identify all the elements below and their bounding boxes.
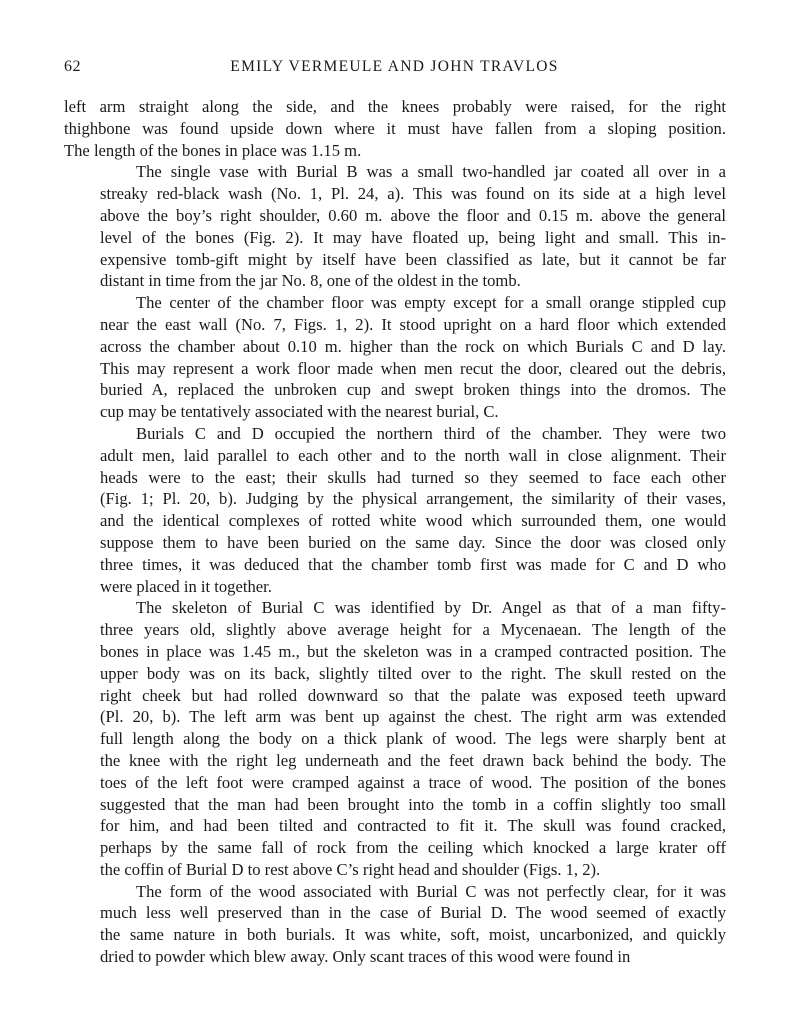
text-line: (Fig. 1; Pl. 20, b). Judging by the physical arrangement, the similarity of their vases, (100, 489, 726, 509)
paragraph (64, 423, 726, 597)
text-line: This may represent a work floor made when men recut the door, cleared out the debris, (100, 358, 726, 378)
text-line: dried to powder which blew away. Only scant traces of this wood were found in (100, 947, 631, 967)
paragraph (64, 881, 726, 968)
text-line: and the identical complexes of rotted white wood which surrounded them, one would (100, 511, 726, 531)
text-line: distant in time from the jar No. 8, one of the oldest in the tomb. (100, 271, 521, 291)
running-head: EMILY VERMEULE AND JOHN TRAVLOS (230, 58, 559, 75)
text-line: (Pl. 20, b). The left arm was bent up against the chest. The right arm was extended (100, 707, 726, 727)
text-line: three times, it was deduced that the chamber tomb first was made for C and D who (100, 554, 726, 574)
text-line: suppose them to have been buried on the same day. Since the door was closed only (100, 532, 726, 552)
text-line: The single vase with Burial B was a small two-handled jar coated all over in a (136, 162, 726, 182)
text-line: the coffin of Burial D to rest above C’s right head and shoulder (Figs. 1, 2). (100, 859, 601, 879)
paragraph (64, 96, 726, 161)
text-line: Burials C and D occupied the northern third of the chamber. They were two (136, 423, 726, 443)
text-line: thighbone was found upside down where it must have fallen from a sloping position. (64, 118, 726, 138)
text-line: bones in place was 1.45 m., but the skeleton was in a cramped contracted position. The (100, 641, 726, 661)
text-line: full length along the body on a thick plank of wood. The legs were sharply bent at (100, 729, 726, 749)
text-line: cup may be tentatively associated with the nearest burial, C. (100, 402, 499, 422)
text-line: across the chamber about 0.10 m. higher than the rock on which Burials C and D lay. (100, 336, 726, 356)
text-line: buried A, replaced the unbroken cup and swept broken things into the dromos. The (100, 380, 726, 400)
text-line: heads were to the east; their skulls had turned so they seemed to face each other (100, 467, 726, 487)
text-line: adult men, laid parallel to each other and to the north wall in close alignment. Their (100, 445, 726, 465)
text-line: the knee with the right leg underneath and the feet drawn back behind the body. The (100, 750, 726, 770)
paragraph (64, 292, 726, 423)
paragraph (64, 161, 726, 292)
text-line: above the boy’s right shoulder, 0.60 m. above the floor and 0.15 m. above the general (100, 205, 726, 225)
text-line: right cheek but had rolled downward so that the palate was exposed teeth upward (100, 685, 726, 705)
text-line: The form of the wood associated with Burial C was not perfectly clear, for it was (136, 881, 726, 901)
text-line: expensive tomb-gift might by itself have been classified as late, but it cannot be far (100, 249, 726, 269)
text-line: left arm straight along the side, and the knees probably were raised, for the right (64, 97, 726, 116)
text-line: toes of the left foot were cramped against a trace of wood. The position of the bones (100, 772, 726, 792)
page-number: 62 (64, 58, 81, 75)
text-line: suggested that the man had been brought into the tomb in a coffin slightly too small (100, 794, 726, 814)
text-line: The skeleton of Burial C was identified by Dr. Angel as that of a man fifty- (136, 598, 726, 618)
text-line: level of the bones (Fig. 2). It may have floated up, being light and small. This in- (100, 227, 726, 247)
text-line: for him, and had been tilted and contracted to fit it. The skull was found cracked, (100, 816, 726, 836)
text-line: the same nature in both burials. It was white, soft, moist, uncarbonized, and quickly (100, 925, 726, 945)
text-line: perhaps by the same fall of rock from the ceiling which knocked a large krater off (100, 838, 726, 858)
text-line: The center of the chamber floor was empty except for a small orange stippled cup (136, 293, 726, 313)
body-text (64, 96, 726, 968)
text-line: streaky red-black wash (No. 1, Pl. 24, a). This was found on its side at a high level (100, 184, 726, 204)
page-header (64, 58, 725, 82)
text-line: The length of the bones in place was 1.15 m. (64, 140, 362, 160)
text-line: three years old, slightly above average height for a Mycenaean. The length of the (100, 620, 726, 640)
text-line: were placed in it together. (100, 576, 272, 596)
text-line: much less well preserved than in the case of Burial D. The wood seemed of exactly (100, 903, 726, 923)
text-line: near the east wall (No. 7, Figs. 1, 2). It stood upright on a hard floor which extended (100, 314, 726, 334)
paragraph (64, 597, 726, 880)
text-line: upper body was on its back, slightly tilted over to the right. The skull rested on the (100, 663, 726, 683)
